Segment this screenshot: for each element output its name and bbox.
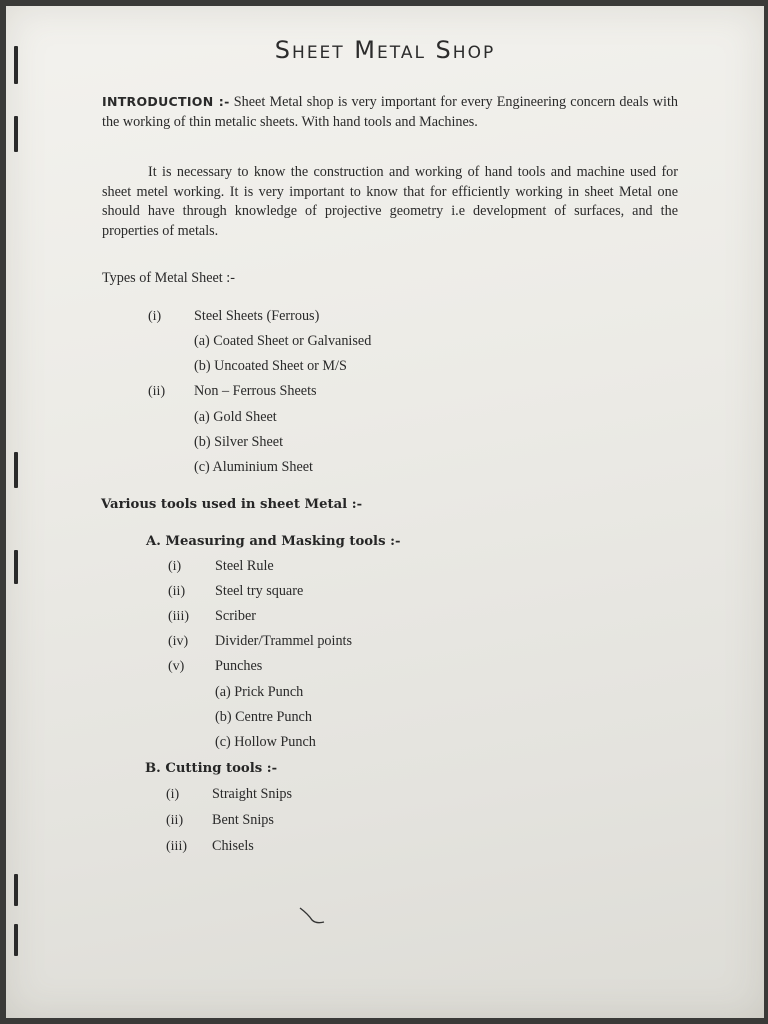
tool-num: (v) xyxy=(168,659,185,674)
types-sub-item: (a) Coated Sheet or Galvanised xyxy=(194,333,372,349)
types-item: Steel Sheets (Ferrous) xyxy=(194,308,320,324)
tool-item: Steel Rule xyxy=(215,558,274,574)
types-sub-item: (b) Silver Sheet xyxy=(194,434,284,450)
tool-item: Straight Snips xyxy=(212,786,293,802)
binding-mark xyxy=(14,452,18,488)
tools-heading: Various tools used in sheet Metal :- xyxy=(101,497,363,512)
punch-item: (b) Centre Punch xyxy=(215,709,312,725)
tool-item: Bent Snips xyxy=(212,812,274,828)
intro-label: INTRODUCTION :- xyxy=(102,94,230,109)
tool-item: Divider/Trammel points xyxy=(215,633,353,649)
types-item: Non – Ferrous Sheets xyxy=(194,383,317,399)
tool-num: (iii) xyxy=(166,839,187,854)
tool-num: (iv) xyxy=(168,634,189,649)
tool-item: Steel try square xyxy=(215,583,304,599)
types-sub-item: (a) Gold Sheet xyxy=(194,409,277,425)
punch-item: (c) Hollow Punch xyxy=(215,734,316,750)
intro-paragraph xyxy=(102,92,678,132)
pen-mark xyxy=(298,906,328,926)
tool-num: (iii) xyxy=(168,609,189,624)
types-sub-item: (b) Uncoated Sheet or M/S xyxy=(194,358,347,374)
types-heading: Types of Metal Sheet :- xyxy=(102,270,235,286)
tool-item: Scriber xyxy=(215,608,256,624)
binding-mark xyxy=(14,116,18,152)
punch-item: (a) Prick Punch xyxy=(215,684,304,700)
binding-mark xyxy=(14,550,18,584)
tool-num: (ii) xyxy=(166,813,184,828)
binding-mark xyxy=(14,874,18,906)
page-title: Sheet Metal Shop xyxy=(274,36,496,64)
document-page xyxy=(6,6,764,1018)
body-paragraph: It is necessary to know the construction and working of hand tools and machine used for sheet metel working. It is very important to know that for efficiently working in sheet Metal one should have through knowledge of projective geometry i.e development of surfaces, and the properties of metals. xyxy=(102,164,678,239)
types-num: (i) xyxy=(148,309,162,324)
types-num: (ii) xyxy=(148,384,166,399)
tool-num: (ii) xyxy=(168,584,186,599)
tool-num: (i) xyxy=(166,787,180,802)
tool-item: Punches xyxy=(215,658,263,674)
tool-item: Chisels xyxy=(212,838,254,854)
binding-mark xyxy=(14,924,18,956)
types-sub-item: (c) Aluminium Sheet xyxy=(194,459,313,475)
section-b-heading: B. Cutting tools :- xyxy=(145,761,278,776)
tool-num: (i) xyxy=(168,559,182,574)
intro-text: Sheet Metal shop is very important for every Engineering concern deals with the working of thin metalic sheets. With hand tools and Machines. xyxy=(102,94,678,130)
section-a-heading: A. Measuring and Masking tools :- xyxy=(146,534,401,549)
